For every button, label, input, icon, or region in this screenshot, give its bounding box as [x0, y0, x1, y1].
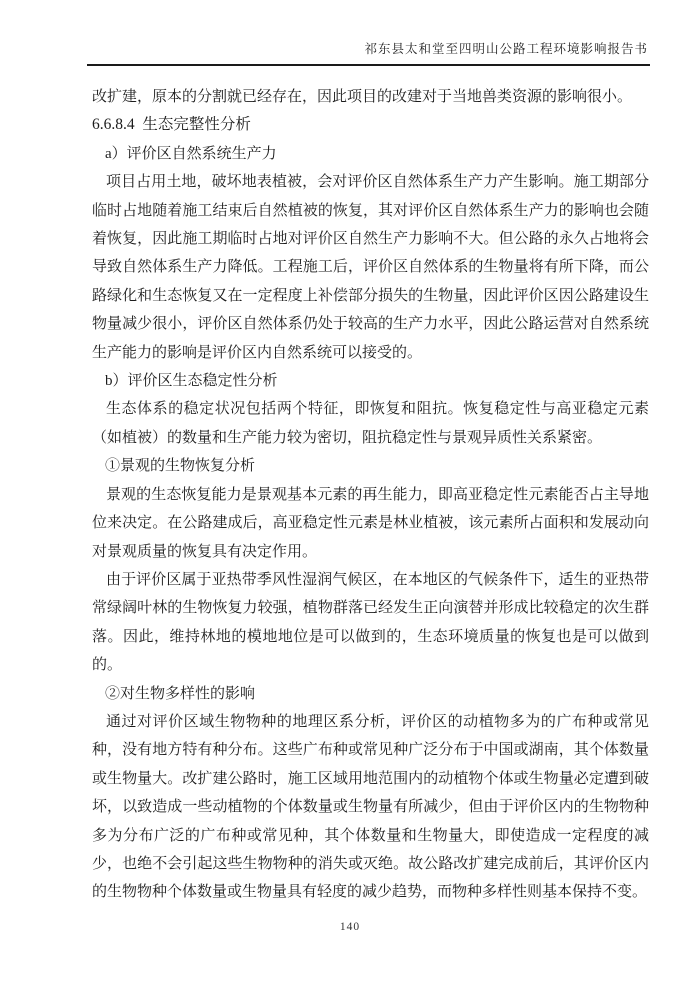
paragraph: 项目占用土地，破坏地表植被，会对评价区自然体系生产力产生影响。施工期部分临时占地随着施工结束后自然植被的恢复，其对评价区自然体系生产力的影响也会随着恢复，因此施工期临时占地对评价区自然生产力影响不大。但公路的永久占地将会导致自然体系生产力降低。工程施工后，评价区自然体系的生物量将有所下降，而公路绿化和生态恢复又在一定程度上补偿部分损失的生物量，因此评价区因公路建设生物量减少很小，评价区自然体系仍处于较高的生产力水平，因此公路运营对自然系统生产能力的影响是评价区内自然系统可以接受的。 — [92, 174, 649, 361]
paragraph: 景观的生态恢复能力是景观基本元素的再生能力，即高亚稳定性元素能否占主导地位来决定。在公路建成后，高亚稳定性元素是林业植被，该元素所占面积和发展动向对景观质量的恢复具有决定作用。 — [92, 486, 649, 560]
document-body — [92, 83, 649, 907]
paragraph-continuation: 改扩建，原本的分割就已经存在，因此项目的改建对于当地兽类资源的影响很小。 — [92, 89, 633, 105]
running-header-title: 祁东县太和堂至四明山公路工程环境影响报告书 — [364, 42, 648, 56]
subsection-label-a: a）评价区自然系统生产力 — [105, 145, 277, 162]
paragraph: 通过对评价区域生物物种的地理区系分析，评价区的动植物多为的广布种或常见种，没有地方特有种分布。这些广布种或常见种广泛分布于中国或湖南，其个体数量或生物量大。改扩建公路时，施工区域用地范围内的动植物个体或生物量必定遭到破坏，以致造成一些动植物的个体数量或生物量有所减少，但由于评价区内的生物物种多为分布广泛的广布种或常见种，其个体数量和生物量大，即使造成一定程度的减少，也绝不会引起这些生物物种的消失或灭绝。故公路改扩建完成前后，其评价区内的生物物种个体数量或生物量具有轻度的减少趋势，而物种多样性则基本保持不变。 — [92, 713, 649, 901]
subsection-label-circle2: ②对生物多样性的影响 — [105, 685, 256, 702]
paragraph: 生态体系的稳定状况包括两个特征，即恢复和阻抗。恢复稳定性与高亚稳定元素（如植被）的数量和生产能力较为密切，阻抗稳定性与景观异质性关系紧密。 — [92, 401, 649, 446]
paragraph: 由于评价区属于亚热带季风性湿润气候区，在本地区的气候条件下，适生的亚热带常绿阔叶林的生物恢复力较强，植物群落已经发生正向演替并形成比较稳定的次生群落。因此，维持林地的模地地位是可以做到的，生态环境质量的恢复也是可以做到的。 — [92, 571, 649, 674]
header-rule — [87, 64, 650, 66]
section-heading: 6.6.8.4 生态完整性分析 — [92, 116, 251, 134]
subsection-label-circle1: ①景观的生物恢复分析 — [105, 458, 256, 475]
page-number: 140 — [339, 921, 361, 933]
subsection-label-b: b）评价区生态稳定性分析 — [105, 373, 278, 390]
